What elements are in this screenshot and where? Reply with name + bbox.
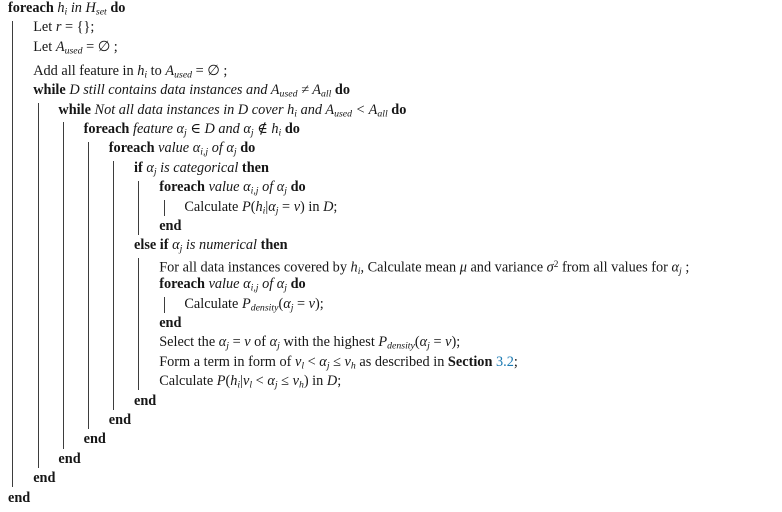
code-text: j: [275, 205, 279, 217]
code-text: P: [241, 198, 251, 215]
code-text: α: [146, 159, 154, 176]
code-text: i: [278, 127, 282, 139]
algo-line: [33, 62, 227, 81]
code-text: |: [240, 373, 244, 390]
algo-line: [8, 0, 125, 18]
block-indent-rail: [63, 122, 64, 448]
code-text: For all data instances covered by: [159, 259, 351, 276]
code-text: α: [268, 198, 276, 215]
algo-line: [33, 469, 55, 488]
algo-line: [134, 236, 288, 255]
code-text: D: [323, 198, 334, 215]
code-text: (: [414, 334, 420, 351]
code-text: α: [283, 295, 291, 312]
code-text: =: [429, 334, 446, 351]
code-text: α: [269, 334, 278, 351]
keyword-text: do: [331, 82, 351, 99]
code-text: =: [278, 198, 294, 215]
code-text: ;: [333, 198, 338, 215]
algo-line: [159, 372, 341, 391]
code-text: h: [350, 360, 356, 372]
code-text: Add all feature in: [33, 62, 138, 79]
algo-line: [159, 314, 181, 333]
algo-line: [184, 198, 337, 217]
code-text: and A: [297, 101, 335, 118]
code-text: v: [293, 198, 301, 215]
code-text: A: [55, 38, 65, 55]
algo-line: [134, 159, 269, 178]
code-text: j: [284, 185, 288, 197]
code-text: h: [230, 373, 238, 390]
code-text: from all values for: [558, 259, 672, 276]
code-text: v: [344, 353, 351, 370]
keyword-text: end: [33, 470, 56, 487]
code-text: j: [250, 127, 254, 139]
algo-line: [58, 101, 406, 120]
algo-line: [109, 139, 256, 158]
code-text: v: [445, 334, 452, 351]
code-text: h: [298, 379, 304, 391]
code-text: ≠ A: [297, 82, 321, 99]
code-text: Not all data instances in D cover h: [94, 101, 295, 118]
algo-line: [58, 450, 80, 469]
code-text: (: [278, 295, 284, 312]
keyword-text: do: [106, 0, 126, 16]
algo-line: [8, 489, 30, 508]
code-text: |: [265, 198, 269, 215]
block-indent-rail: [113, 161, 114, 410]
keyword-text: end: [159, 217, 182, 234]
code-text: of α: [258, 179, 285, 196]
code-text: μ: [459, 259, 467, 276]
code-text: i: [237, 379, 241, 391]
code-text: Calculate: [184, 295, 242, 312]
keyword-text: end: [108, 411, 132, 428]
algo-line: [159, 256, 689, 275]
code-text: j: [679, 265, 682, 277]
code-text: i,j: [250, 282, 259, 294]
code-text: used: [334, 108, 353, 120]
code-text: to: [147, 62, 166, 79]
code-text: α: [671, 259, 680, 276]
keyword-text: foreach: [83, 120, 133, 137]
block-indent-rail: [38, 103, 39, 468]
code-text: );: [451, 334, 461, 351]
code-text: all: [377, 108, 388, 120]
code-text: value α: [158, 140, 201, 157]
keyword-text: foreach: [159, 276, 209, 293]
code-text: j: [184, 127, 187, 139]
code-text: feature α: [132, 120, 185, 137]
algo-line: [159, 275, 306, 294]
keyword-text: if: [134, 159, 147, 176]
code-text: j: [274, 379, 278, 391]
code-text: v: [292, 373, 299, 390]
code-text: α: [419, 334, 428, 351]
code-text: value α: [208, 179, 251, 196]
code-text: ;: [337, 373, 342, 390]
code-text: P: [241, 295, 251, 312]
keyword-text: do: [387, 101, 407, 118]
code-text: of α: [258, 276, 285, 293]
code-text: j: [326, 360, 330, 372]
code-text: Select the: [159, 334, 219, 351]
code-text: i: [357, 265, 361, 277]
code-text: );: [315, 295, 324, 312]
code-text: used: [174, 69, 193, 81]
keyword-text: foreach: [108, 140, 159, 157]
code-text: , Calculate mean: [360, 259, 460, 276]
code-text: =: [229, 334, 245, 351]
keyword-text: Section: [447, 353, 496, 370]
code-text: D: [326, 373, 338, 390]
code-text: ≤: [277, 373, 293, 390]
keyword-text: do: [236, 140, 256, 157]
code-text: of α: [208, 140, 234, 157]
code-text: in H: [67, 0, 96, 16]
code-text: set: [95, 6, 107, 18]
code-text: i,j: [250, 185, 259, 197]
code-text: ∉ h: [253, 120, 279, 137]
algo-line: [159, 353, 518, 372]
code-text: Calculate: [184, 198, 242, 215]
code-text: i: [294, 108, 298, 120]
code-text: h: [137, 62, 145, 79]
code-text: h: [255, 198, 263, 215]
code-text: and variance: [466, 259, 547, 276]
code-text: = ∅ ;: [192, 62, 228, 79]
code-text: ) in: [300, 198, 324, 215]
code-text: P: [378, 334, 388, 351]
keyword-text: end: [159, 314, 182, 331]
code-text: Let: [33, 19, 56, 36]
code-text: v: [244, 334, 251, 351]
block-indent-rail: [138, 258, 139, 390]
keyword-text: while: [33, 82, 70, 99]
block-indent-rail: [88, 142, 89, 430]
code-text: density: [387, 340, 415, 352]
code-text: j: [427, 340, 430, 352]
algo-line: [159, 217, 181, 236]
code-text: of: [250, 334, 270, 351]
code-text: j: [179, 243, 183, 255]
code-text: 2: [553, 259, 559, 270]
code-text: =: [293, 295, 309, 312]
algo-line: [84, 430, 106, 449]
keyword-text: do: [287, 276, 306, 293]
algo-line: [159, 333, 460, 352]
keyword-text: else if: [134, 237, 173, 254]
code-text: j: [284, 282, 288, 294]
section-ref-link[interactable]: 3.2: [495, 353, 514, 370]
code-text: used: [64, 45, 83, 57]
block-indent-rail: [138, 181, 139, 236]
code-text: l: [301, 360, 305, 372]
code-text: α: [218, 334, 227, 351]
code-text: i: [144, 69, 148, 81]
code-text: <: [304, 353, 320, 370]
keyword-text: then: [238, 159, 269, 176]
code-text: α: [319, 353, 327, 370]
code-text: h: [57, 0, 65, 16]
code-text: h: [350, 259, 358, 276]
code-text: i,j: [200, 146, 209, 158]
code-text: j: [233, 146, 237, 158]
code-text: with the highest: [279, 334, 379, 351]
code-text: α: [267, 373, 275, 390]
algo-line: [33, 81, 350, 100]
keyword-text: foreach: [8, 0, 58, 16]
code-text: Calculate: [159, 373, 217, 390]
algo-line: [134, 392, 156, 411]
code-text: l: [249, 379, 253, 391]
algo-line: [33, 38, 118, 57]
code-text: <: [252, 373, 268, 390]
block-indent-rail: [164, 297, 165, 313]
code-text: as described in: [355, 353, 448, 370]
code-text: i: [262, 205, 266, 217]
code-text: value α: [208, 276, 251, 293]
algo-line: [109, 411, 131, 430]
code-text: ;: [513, 353, 518, 370]
algo-line: [33, 18, 94, 37]
code-text: Let: [33, 38, 56, 55]
code-text: v: [243, 373, 250, 390]
code-text: j: [290, 302, 294, 314]
code-text: all: [321, 88, 332, 100]
code-text: ≤: [329, 353, 345, 370]
code-text: D still contains data instances and A: [69, 82, 280, 99]
block-indent-rail: [164, 200, 165, 216]
code-text: = {};: [61, 19, 95, 36]
code-text: < A: [352, 101, 378, 118]
keyword-text: end: [58, 450, 81, 467]
code-text: Form a term in form of: [159, 353, 295, 370]
code-text: is categorical: [156, 159, 239, 176]
keyword-text: foreach: [159, 179, 209, 196]
code-text: i: [64, 6, 68, 18]
block-indent-rail: [12, 21, 13, 488]
keyword-text: end: [8, 489, 31, 506]
code-text: P: [216, 373, 226, 390]
algo-line: [84, 120, 300, 139]
code-text: j: [277, 340, 280, 352]
code-text: (: [225, 373, 231, 390]
code-text: α: [172, 237, 180, 254]
code-text: r: [55, 19, 62, 36]
code-text: density: [250, 302, 279, 314]
keyword-text: do: [281, 120, 300, 137]
code-text: ) in: [303, 373, 327, 390]
keyword-text: while: [58, 101, 95, 118]
code-text: v: [294, 353, 302, 370]
code-text: used: [279, 88, 298, 100]
code-text: ∈ D and α: [186, 120, 251, 137]
code-text: is numerical: [182, 237, 258, 254]
code-text: (: [250, 198, 256, 215]
keyword-text: do: [287, 179, 306, 196]
keyword-text: end: [83, 431, 106, 448]
algo-line: [159, 178, 306, 197]
algo-line: [184, 295, 323, 314]
code-text: ;: [681, 259, 690, 276]
code-text: v: [308, 295, 316, 312]
keyword-text: end: [134, 392, 157, 409]
keyword-text: then: [257, 237, 288, 254]
code-text: j: [153, 166, 157, 178]
code-text: = ∅ ;: [82, 38, 118, 55]
code-text: A: [165, 62, 175, 79]
code-text: j: [226, 340, 229, 352]
code-text: σ: [546, 259, 554, 276]
